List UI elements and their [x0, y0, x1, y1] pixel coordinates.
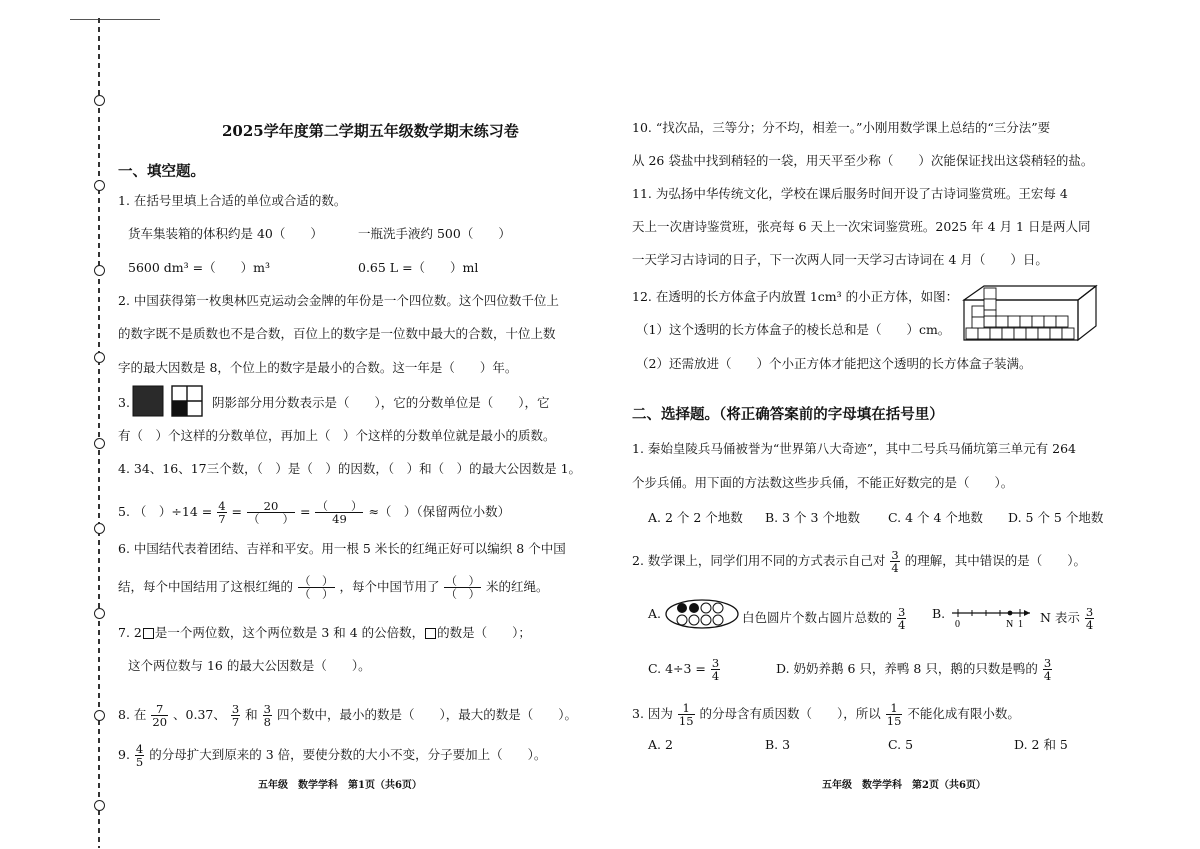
- binding-hole: [94, 710, 105, 721]
- question-7-line-1: 7. 2 是一个两位数，这个两位数是 3 和 4 的公倍数， 的数是（ ）；: [118, 625, 531, 640]
- unit-cubes: [966, 288, 1074, 339]
- question-1: 1. 在括号里填上合适的单位或合适的数。: [118, 193, 347, 208]
- fraction: $\frac{3}{4}$: [1043, 656, 1052, 683]
- choice-1-option-c: C. 4 个 4 个地数: [888, 510, 983, 525]
- question-11-line-1: 11. 为弘扬中华传统文化，学校在课后服务时间开设了古诗词鉴赏班。王宏每 4: [632, 186, 1068, 201]
- fraction: $\frac{1}{15}$: [678, 701, 694, 728]
- blank-square-icon: [143, 628, 154, 639]
- choice-3-option-b: B. 3: [765, 737, 791, 752]
- question-1b: 一瓶洗手液约 500（ ）: [358, 226, 511, 241]
- choice-2-option-a-letter: A.: [648, 606, 662, 621]
- fraction: $\frac{1}{15}$: [886, 701, 902, 728]
- fraction: $\frac{( )}{( )}$: [445, 574, 480, 601]
- transparent-box-figure: [960, 282, 1100, 344]
- tick-label-n: N: [1006, 619, 1014, 628]
- choice-1-line-2: 个步兵俑。用下面的方法数这些步兵俑，不能正好数完的是（ ）。: [632, 475, 1014, 490]
- page-title: 2025学年度第二学期五年级数学期末练习卷: [222, 122, 519, 140]
- fraction: $\frac{3}{4}$: [898, 605, 906, 632]
- choice-3-option-c: C. 5: [888, 737, 914, 752]
- choice-3-option-d: D. 2 和 5: [1014, 737, 1068, 752]
- shaded-quarter: [172, 401, 187, 416]
- section-fill-in-heading: 一、填空题。: [118, 163, 205, 180]
- question-9: 9. $\frac{4}{5}$ 的分母扩大到原来的 3 倍，要使分数的大小不变，分子要加上（ ）。: [118, 742, 547, 769]
- section-choice-heading: 二、选择题。（将正确答案前的字母填在括号里）: [632, 406, 944, 423]
- fraction: $\frac{( )}{49}$: [316, 499, 363, 526]
- fraction: $\frac{4}{5}$: [135, 742, 144, 769]
- question-3-line-1: 阴影部分用分数表示是（ ），它的分数单位是（ ），它: [212, 395, 550, 410]
- number-line-figure: [948, 604, 1034, 628]
- fraction: $\frac{3}{4}$: [1085, 605, 1094, 632]
- choice-1-option-d: D. 5 个 5 个地数: [1008, 510, 1104, 525]
- top-margin-line: [70, 19, 160, 20]
- question-1d: 0.65 L =（ ）ml: [358, 260, 479, 275]
- question-2-line-3: 字的最大因数是 8，个位上的数字是最小的合数。这一年是（ ）年。: [118, 360, 518, 375]
- question-5: 5. （ ）÷14 = $\frac{4}{7}$ = $\frac{20}{( )}$ = $\frac{( )}{49}$ ≈（ ）（保留两位小数）: [118, 499, 511, 526]
- fraction: $\frac{3}{7}$: [231, 702, 240, 729]
- binding-hole: [94, 95, 105, 106]
- fully-shaded-square: [133, 386, 163, 416]
- choice-2-option-b: N 表示 $\frac{3}{4}$: [1040, 605, 1094, 632]
- question-5-start: 5. （ ）÷14 =: [118, 504, 213, 519]
- circle-chips-figure: [664, 598, 740, 630]
- binding-hole: [94, 180, 105, 191]
- tick-label-0: 0: [955, 619, 960, 628]
- fraction: $\frac{3}{4}$: [711, 656, 720, 683]
- choice-1-line-1: 1. 秦始皇陵兵马俑被誉为“世界第八大奇迹”，其中二号兵马俑坑第三单元有 264: [632, 441, 1077, 456]
- question-3-figures: [132, 385, 206, 419]
- choice-3-option-a: A. 2: [648, 737, 673, 752]
- question-2-line-1: 2. 中国获得第一枚奥林匹克运动会金牌的年份是一个四位数。这个四位数千位上: [118, 293, 559, 308]
- question-4: 4. 34、16、17三个数，（ ）是（ ）的因数，（ ）和（ ）的最大公因数是 1。: [118, 461, 582, 476]
- question-12-line-1: 12. 在透明的长方体盒子内放置 1cm³ 的小正方体，如图：: [632, 289, 959, 304]
- fraction: $\frac{20}{( )}$: [248, 499, 294, 526]
- question-3-line-2: 有（ ）个这样的分数单位，再加上（ ）个这样的分数单位就是最小的质数。: [118, 428, 556, 443]
- binding-hole: [94, 438, 105, 449]
- tick-label-1: 1: [1018, 619, 1023, 628]
- page-footer-right: 五年级 数学学科 第2页（共6页）: [822, 780, 986, 791]
- choice-2-option-b-letter: B.: [932, 606, 946, 621]
- question-5-end: ≈（ ）（保留两位小数）: [368, 504, 511, 519]
- question-6-line-1: 6. 中国结代表着团结、吉祥和平安。用一根 5 米长的红绳正好可以编织 8 个中国: [118, 541, 566, 556]
- choice-1-option-a: A. 2 个 2 个地数: [648, 510, 743, 525]
- question-12-line-3: （2）还需放进（ ）个小正方体才能把这个透明的长方体盒子装满。: [636, 356, 1032, 371]
- fraction: $\frac{7}{20}$: [152, 702, 168, 729]
- question-11-line-3: 一天学习古诗词的日子，下一次两人同一天学习古诗词在 4 月（ ）日。: [632, 252, 1048, 267]
- question-1c: 5600 dm³ =（ ）m³: [128, 260, 270, 275]
- question-12-line-2: （1）这个透明的长方体盒子的棱长总和是（ ）cm。: [636, 322, 951, 337]
- question-10-line-2: 从 26 袋盐中找到稍轻的一袋，用天平至少称（ ）次能保证找出这袋稍轻的盐。: [632, 153, 1094, 168]
- question-2-line-2: 的数字既不是质数也不是合数，百位上的数字是一位数中最大的合数，十位上数: [118, 326, 556, 341]
- choice-3-line-1: 3. 因为 $\frac{1}{15}$ 的分母含有质因数（ ），所以 $\frac{1}{15}$ 不能化成有限小数。: [632, 701, 1020, 728]
- choice-2-option-c: C. 4÷3 = $\frac{3}{4}$: [648, 656, 720, 683]
- fraction: $\frac{3}{4}$: [891, 548, 899, 575]
- fraction: $\frac{3}{8}$: [263, 702, 271, 729]
- question-6-line-2: 结，每个中国结用了这根红绳的 $\frac{( )}{( )}$ ，每个中国节用了 $\frac{( )}{( )}$ 米的红绳。: [118, 574, 549, 601]
- question-3-number: 3.: [118, 395, 130, 410]
- blank-square-icon: [425, 628, 436, 639]
- point-n: [1008, 611, 1013, 616]
- binding-hole: [94, 352, 105, 363]
- binding-dotted-line: [98, 18, 102, 848]
- fraction: $\frac{4}{7}$: [218, 499, 226, 526]
- question-10-line-1: 10. “找次品，三等分；分不均，相差一。”小刚用数学课上总结的“三分法”要: [632, 120, 1051, 135]
- binding-hole: [94, 265, 105, 276]
- binding-hole: [94, 800, 105, 811]
- choice-1-option-b: B. 3 个 3 个地数: [765, 510, 860, 525]
- question-1a: 货车集装箱的体积约是 40（ ）: [128, 226, 323, 241]
- question-7-line-2: 这个两位数与 16 的最大公因数是（ ）。: [128, 658, 371, 673]
- question-8: 8. 在 $\frac{7}{20}$ 、0.37、 $\frac{3}{7}$ 和 $\frac{3}{8}$ 四个数中，最小的数是（ ），最大的数是（ ）。: [118, 702, 577, 729]
- page-footer-left: 五年级 数学学科 第1页（共6页）: [258, 780, 422, 791]
- choice-2-option-a: 白色圆片个数占圆片总数的 $\frac{3}{4}$: [742, 605, 906, 632]
- fraction: $\frac{( )}{( )}$: [299, 574, 334, 601]
- binding-hole: [94, 608, 105, 619]
- binding-hole: [94, 523, 105, 534]
- choice-2-option-d: D. 奶奶养鹅 6 只，养鸭 8 只，鹅的只数是鸭的 $\frac{3}{4}$: [776, 656, 1052, 683]
- question-11-line-2: 天上一次唐诗鉴赏班，张亮每 6 天上一次宋词鉴赏班。2025 年 4 月 1 日是两人同: [632, 219, 1091, 234]
- choice-2-line-1: 2. 数学课上，同学们用不同的方式表示自己对 $\frac{3}{4}$ 的理解，其中错误的是（ ）。: [632, 548, 1086, 575]
